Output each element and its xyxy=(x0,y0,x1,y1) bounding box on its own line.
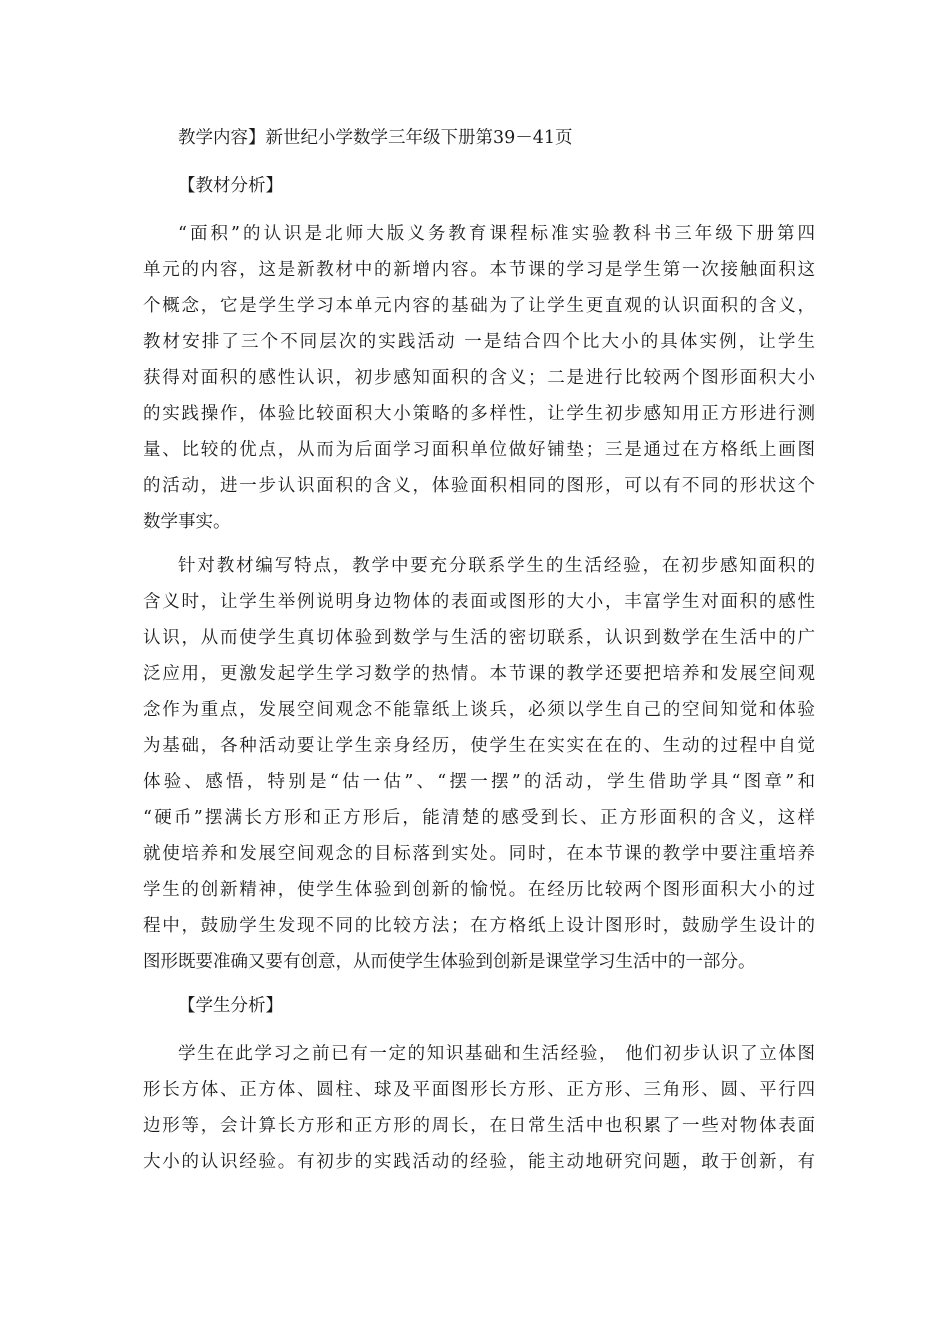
paragraph-line: 边形等，会计算长方形和正方形的周长，在日常生活中也积累了一些对物体表面 xyxy=(143,1116,815,1136)
paragraph-line: “硬币”摆满长方形和正方形后，能清楚的感受到长、正方形面积的含义，这样 xyxy=(143,808,815,828)
paragraph-line: 念作为重点，发展空间观念不能靠纸上谈兵，必须以学生自己的空间知觉和体验 xyxy=(143,700,815,720)
lesson-content-line: 教学内容】新世纪小学数学三年级下册第39－41页 xyxy=(178,128,573,148)
paragraph-line: 泛应用，更激发起学生学习数学的热情。本节课的教学还要把培养和发展空间观 xyxy=(143,664,815,684)
paragraph-line: 教材安排了三个不同层次的实践活动 一是结合四个比大小的具体实例，让学生 xyxy=(143,332,815,352)
textbook-analysis-heading: 【教材分析】 xyxy=(178,176,283,196)
paragraph-line: 的实践操作，体验比较面积大小策略的多样性，让学生初步感知用正方形进行测 xyxy=(143,404,815,424)
paragraph-line: 学生在此学习之前已有一定的知识基础和生活经验， 他们初步认识了立体图 xyxy=(178,1044,815,1064)
paragraph-line: 含义时，让学生举例说明身边物体的表面或图形的大小，丰富学生对面积的感性 xyxy=(143,592,815,612)
paragraph-line: 认识，从而使学生真切体验到数学与生活的密切联系，认识到数学在生活中的广 xyxy=(143,628,815,648)
document-body xyxy=(143,120,815,1180)
paragraph-line: 针对教材编写特点，教学中要充分联系学生的生活经验，在初步感知面积的 xyxy=(178,556,815,576)
textbook-analysis-paragraph-2 xyxy=(143,548,815,980)
paragraph-line: 为基础，各种活动要让学生亲身经历，使学生在实实在在的、生动的过程中自觉 xyxy=(143,736,815,756)
paragraph-line: 体验、感悟，特别是“估一估”、“摆一摆”的活动，学生借助学具“图章”和 xyxy=(143,772,815,792)
paragraph-line: 大小的认识经验。有初步的实践活动的经验，能主动地研究问题，敢于创新，有 xyxy=(143,1152,815,1172)
paragraph-line: 个概念，它是学生学习本单元内容的基础为了让学生更直观的认识面积的含义， xyxy=(143,296,815,316)
paragraph-line: 量、比较的优点，从而为后面学习面积单位做好铺垫；三是通过在方格纸上画图 xyxy=(143,440,815,460)
student-analysis-paragraph-1 xyxy=(143,1036,815,1180)
paragraph-line: 程中，鼓励学生发现不同的比较方法；在方格纸上设计图形时，鼓励学生设计的 xyxy=(143,916,815,936)
paragraph-line: 形长方体、正方体、圆柱、球及平面图形长方形、正方形、三角形、圆、平行四 xyxy=(143,1080,815,1100)
paragraph-line: 单元的内容，这是新教材中的新增内容。本节课的学习是学生第一次接触面积这 xyxy=(143,260,815,280)
paragraph-line: 就使培养和发展空间观念的目标落到实处。同时，在本节课的教学中要注重培养 xyxy=(143,844,815,864)
paragraph-line: “面积”的认识是北师大版义务教育课程标准实验教科书三年级下册第四 xyxy=(178,224,815,244)
paragraph-line: 图形既要准确又要有创意，从而使学生体验到创新是课堂学习生活中的一部分。 xyxy=(143,952,756,972)
student-analysis-heading: 【学生分析】 xyxy=(178,996,283,1016)
paragraph-line: 获得对面积的感性认识，初步感知面积的含义；二是进行比较两个图形面积大小 xyxy=(143,368,815,388)
paragraph-line: 的活动，进一步认识面积的含义，体验面积相同的图形，可以有不同的形状这个 xyxy=(143,476,815,496)
textbook-analysis-paragraph-1 xyxy=(143,216,815,540)
paragraph-line: 数学事实。 xyxy=(143,512,231,532)
paragraph-line: 学生的创新精神，使学生体验到创新的愉悦。在经历比较两个图形面积大小的过 xyxy=(143,880,815,900)
